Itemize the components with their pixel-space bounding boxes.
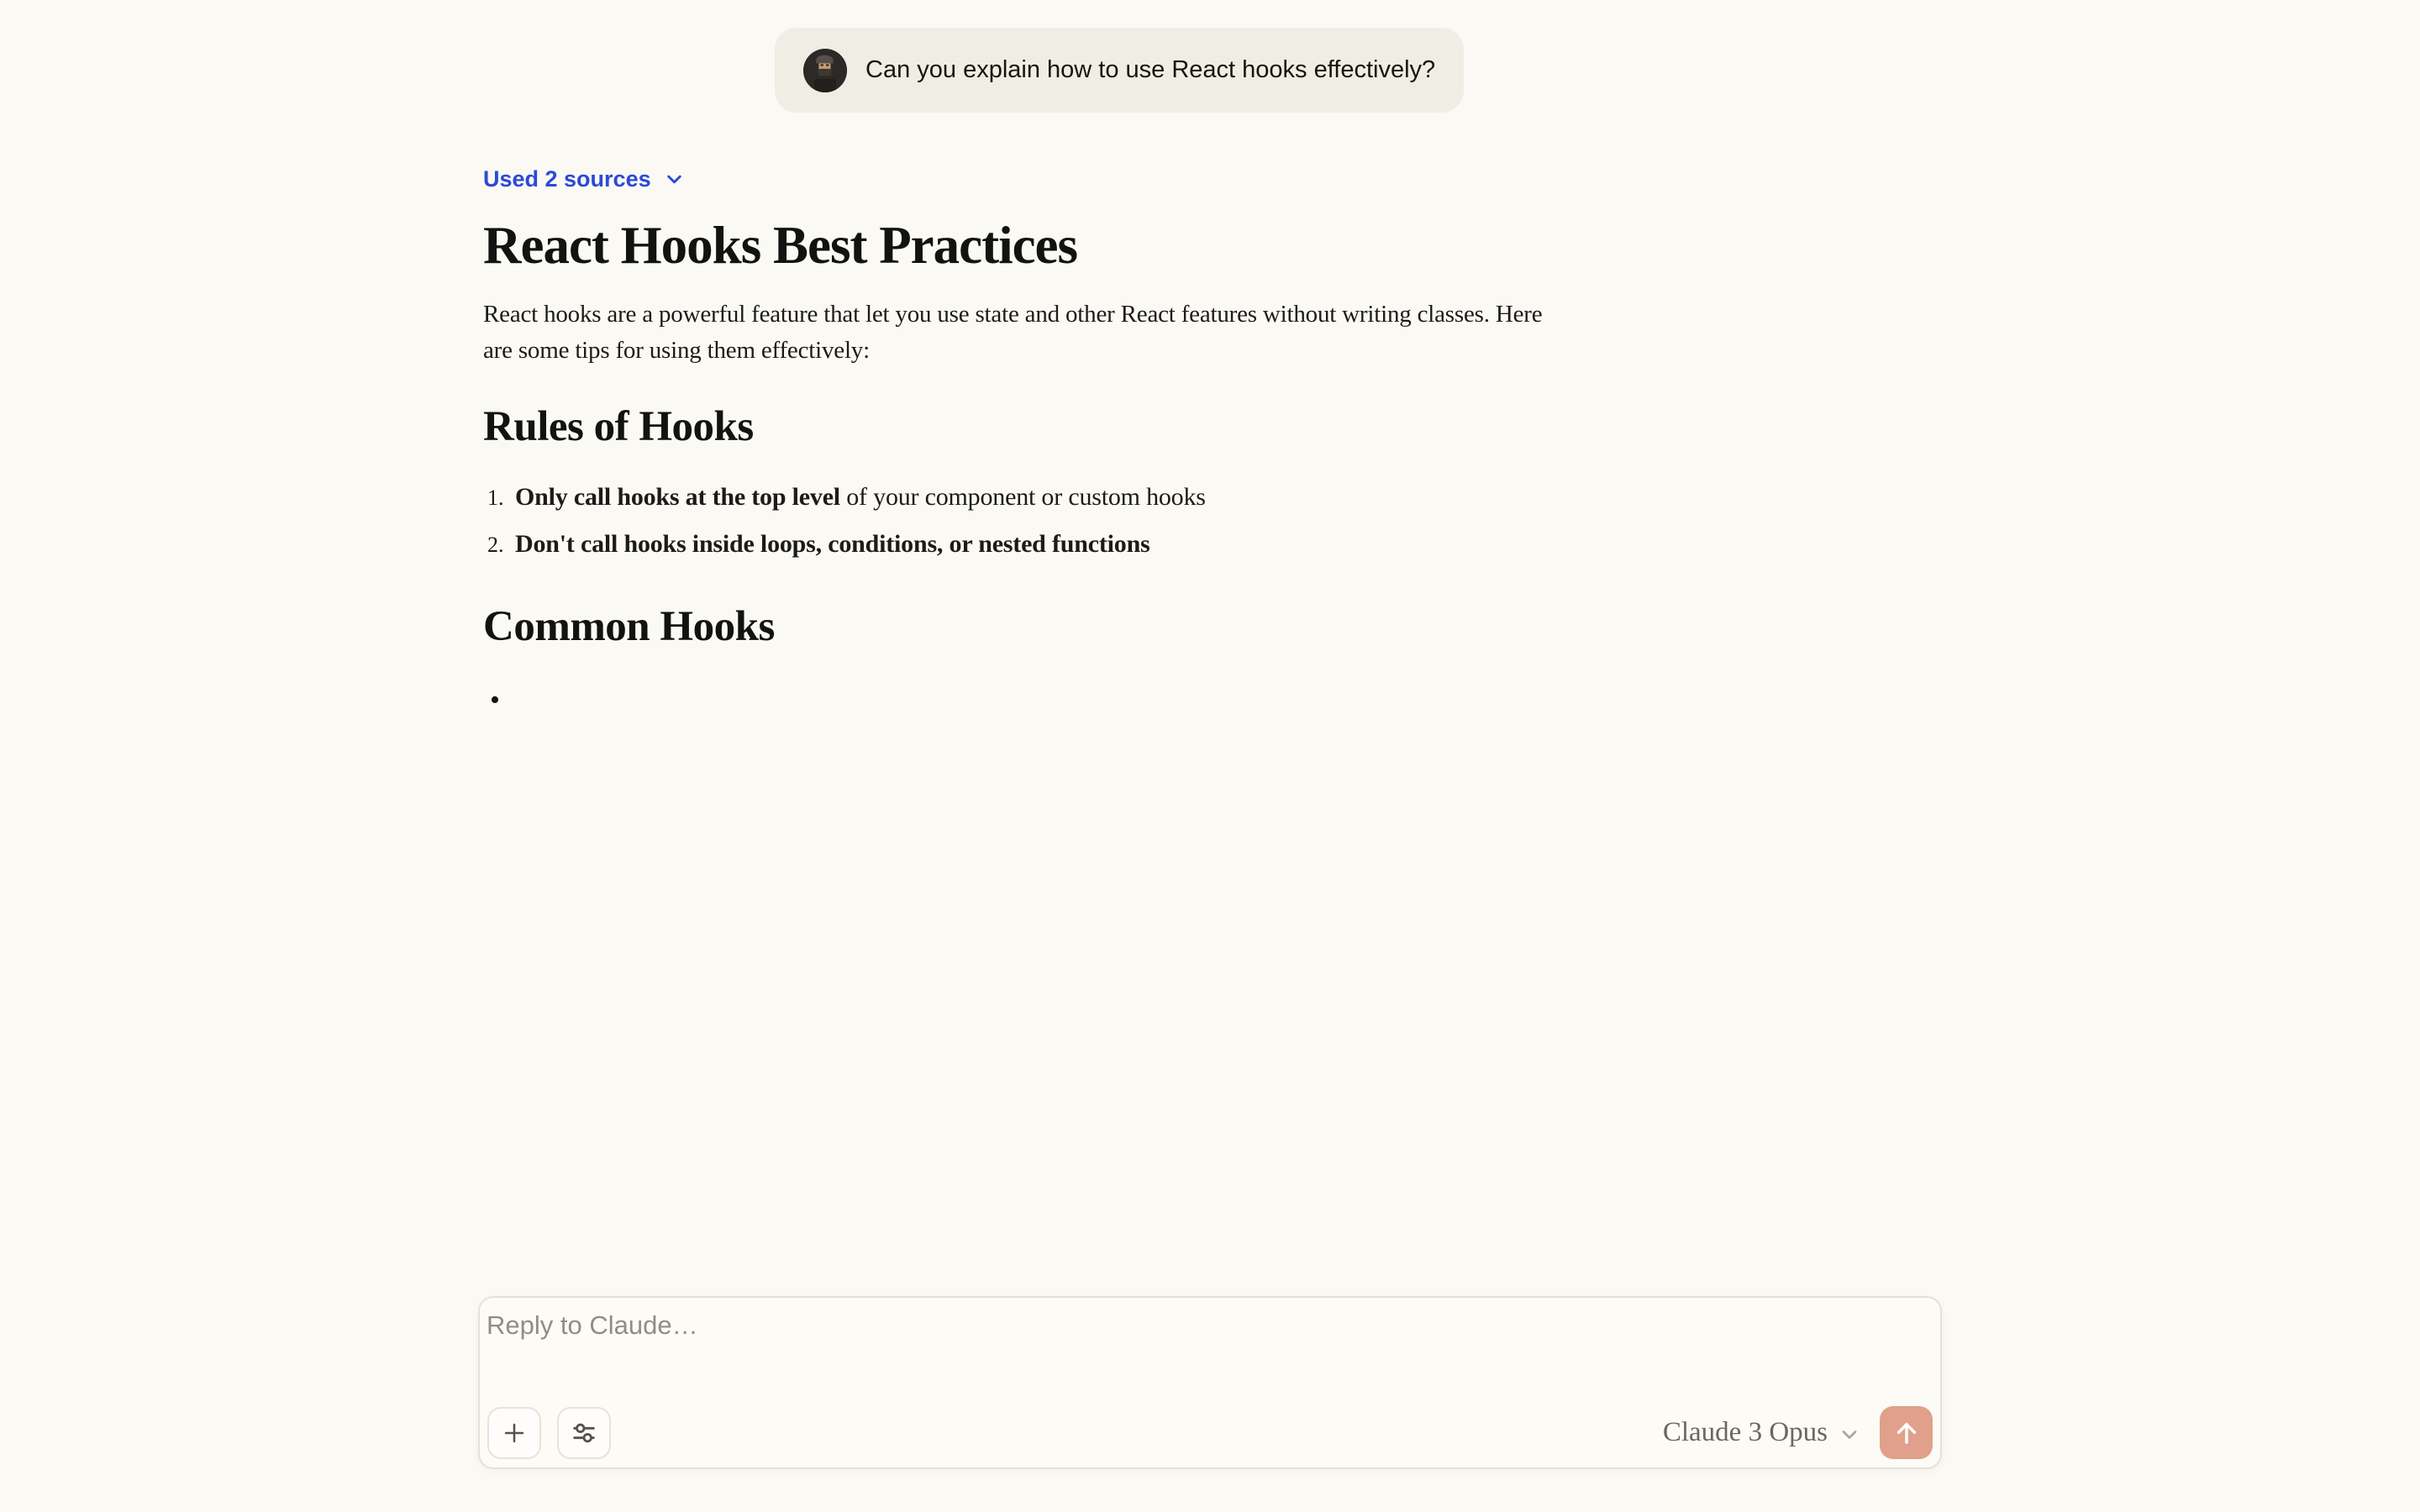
list-item-number: 1. xyxy=(487,486,504,510)
user-avatar-image xyxy=(803,49,847,92)
tools-button[interactable] xyxy=(557,1407,611,1459)
response-intro-paragraph xyxy=(483,297,1744,369)
chevron-down-icon xyxy=(663,168,686,191)
list-item xyxy=(487,480,1744,515)
list-item-bold: Only call hooks at the top level xyxy=(515,483,840,511)
rules-list xyxy=(483,480,1744,562)
list-item-text xyxy=(515,480,1206,515)
arrow-up-icon xyxy=(1891,1417,1923,1449)
model-selector-label: Claude 3 Opus xyxy=(1662,1417,1828,1447)
model-selector[interactable] xyxy=(1663,1417,1861,1448)
response-title: React Hooks Best Practices xyxy=(483,216,1078,275)
used-sources-toggle[interactable] xyxy=(483,166,686,192)
user-avatar xyxy=(803,49,847,92)
common-hooks-heading: Common Hooks xyxy=(483,603,775,650)
used-sources-label: Used 2 sources xyxy=(483,166,651,192)
user-message-text: Can you explain how to use React hooks effectively? xyxy=(865,56,1436,83)
rules-heading: Rules of Hooks xyxy=(483,403,754,450)
user-message-bubble xyxy=(775,28,1464,113)
intro-line-2: are some tips for using them effectively: xyxy=(483,337,870,364)
streaming-list-bullet: • xyxy=(490,685,500,716)
list-item-bold: Don't call hooks inside loops, conditions, or nested functions xyxy=(515,530,1150,558)
reply-input[interactable] xyxy=(487,1303,1933,1395)
send-button[interactable] xyxy=(1880,1406,1933,1459)
list-item-text xyxy=(515,527,1150,562)
reply-composer xyxy=(478,1296,1942,1469)
list-item-rest: of your component or custom hooks xyxy=(839,483,1206,511)
composer-toolbar xyxy=(487,1406,1933,1459)
chevron-down-icon xyxy=(1838,1423,1861,1446)
sliders-icon xyxy=(570,1419,598,1447)
list-item xyxy=(487,527,1744,562)
plus-icon xyxy=(500,1419,529,1447)
intro-line-1: React hooks are a powerful feature that let you use state and other React features without writing classes. Here xyxy=(483,301,1543,328)
list-item-number: 2. xyxy=(487,533,504,557)
assistant-response xyxy=(483,166,1744,715)
attach-button[interactable] xyxy=(487,1407,541,1459)
